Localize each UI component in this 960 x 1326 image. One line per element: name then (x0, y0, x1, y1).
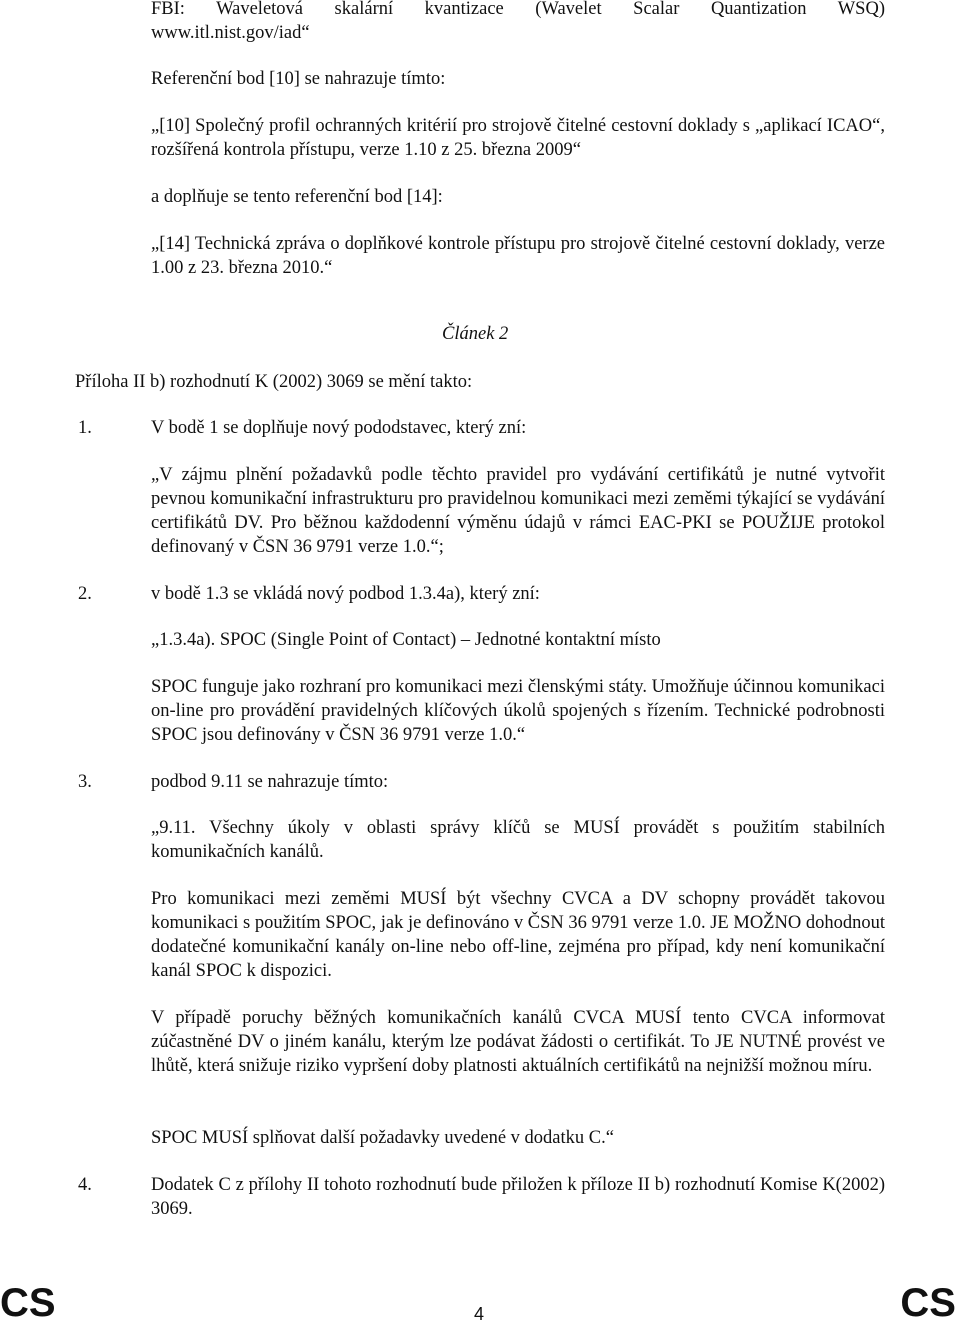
key-management-paragraph: „9.11. Všechny úkoly v oblasti správy klíčů se MUSÍ provádět s použitím stabilních komunikačních kanálů. (151, 818, 885, 862)
item-number: 4. (78, 1175, 92, 1195)
item-text: v bodě 1.3 se vkládá nový podbod 1.3.4a), který zní: (151, 584, 540, 604)
fbi-url-line: www.itl.nist.gov/iad“ (151, 23, 310, 43)
ref14-text: „[14] Technická zpráva o doplňkové kontrole přístupu pro strojově čitelné cestovní doklady, verze 1.00 z 23. března 2010.“ (151, 234, 885, 278)
annex-intro: Příloha II b) rozhodnutí K (2002) 3069 se mění takto: (75, 372, 473, 392)
ref10-intro: Referenční bod [10] se nahrazuje tímto: (151, 69, 446, 89)
item-number: 3. (78, 772, 92, 792)
footer-language-code-right: CS (900, 1281, 956, 1325)
footer-language-code-left: CS (0, 1281, 56, 1325)
communication-paragraph: Pro komunikaci mezi zeměmi MUSÍ být všechny CVCA a DV schopny provádět takovou komunikaci s použitím SPOC, jak je definováno v ČSN 36 9791 verze 1.0. JE MOŽNO dohodnout dodatečné komunikační kanály on-line nebo off-line, zejména pro případ, kdy není komunikační kanál SPOC k dispozici. (151, 889, 885, 981)
item-number: 1. (78, 418, 92, 438)
item-number: 2. (78, 584, 92, 604)
spoc-paragraph: SPOC funguje jako rozhraní pro komunikaci mezi členskými státy. Umožňuje účinnou komunikaci on-line pro provádění pravidelných klíčových úkolů spojených s řízením. Technické podrobnosti SPOC jsou definovány v ČSN 36 9791 verze 1.0.“ (151, 677, 885, 745)
ref14-intro: a doplňuje se tento referenční bod [14]: (151, 187, 443, 207)
item-text: podbod 9.11 se nahrazuje tímto: (151, 772, 389, 792)
spoc-requirements-paragraph: SPOC MUSÍ splňovat další požadavky uvedené v dodatku C.“ (151, 1128, 614, 1148)
spoc-heading: „1.3.4a). SPOC (Single Point of Contact) – Jednotné kontaktní místo (151, 630, 661, 650)
page-number: 4 (474, 1304, 485, 1324)
article-title: Článek 2 (442, 324, 509, 344)
item-quote: „V zájmu plnění požadavků podle těchto pravidel pro vydávání certifikátů je nutné vytvořit pevnou komunikační infrastrukturu pro pravidelnou komunikaci mezi zeměmi týkající se vydávání certifikátů DV. Pro běžnou každodenní výměnu údajů v rámci EAC-PKI se POUŽIJE protokol definovaný v ČSN 36 9791 verze 1.0.“; (151, 465, 885, 557)
ref10-text: „[10] Společný profil ochranných kritérií pro strojově čitelné cestovní doklady s „aplikací ICAO“, rozšířená kontrola přístupu, verze 1.10 z 25. března 2009“ (151, 116, 885, 160)
failure-paragraph: V případě poruchy běžných komunikačních kanálů CVCA MUSÍ tento CVCA informovat zúčastněné DV o jiném kanálu, kterým lze podávat žádosti o certifikát. To JE NUTNÉ provést ve lhůtě, která snižuje riziko vypršení doby platnosti aktuálních certifikátů na nejnižší možnou míru. (151, 1008, 885, 1076)
item-text: Dodatek C z přílohy II tohoto rozhodnutí bude přiložen k příloze II b) rozhodnutí Komise K(2002) 3069. (151, 1175, 885, 1219)
item-text: V bodě 1 se doplňuje nový pododstavec, který zní: (151, 418, 527, 438)
fbi-reference-line: FBI: Waveletová skalární kvantizace (Wavelet Scalar Quantization WSQ) (151, 0, 885, 19)
